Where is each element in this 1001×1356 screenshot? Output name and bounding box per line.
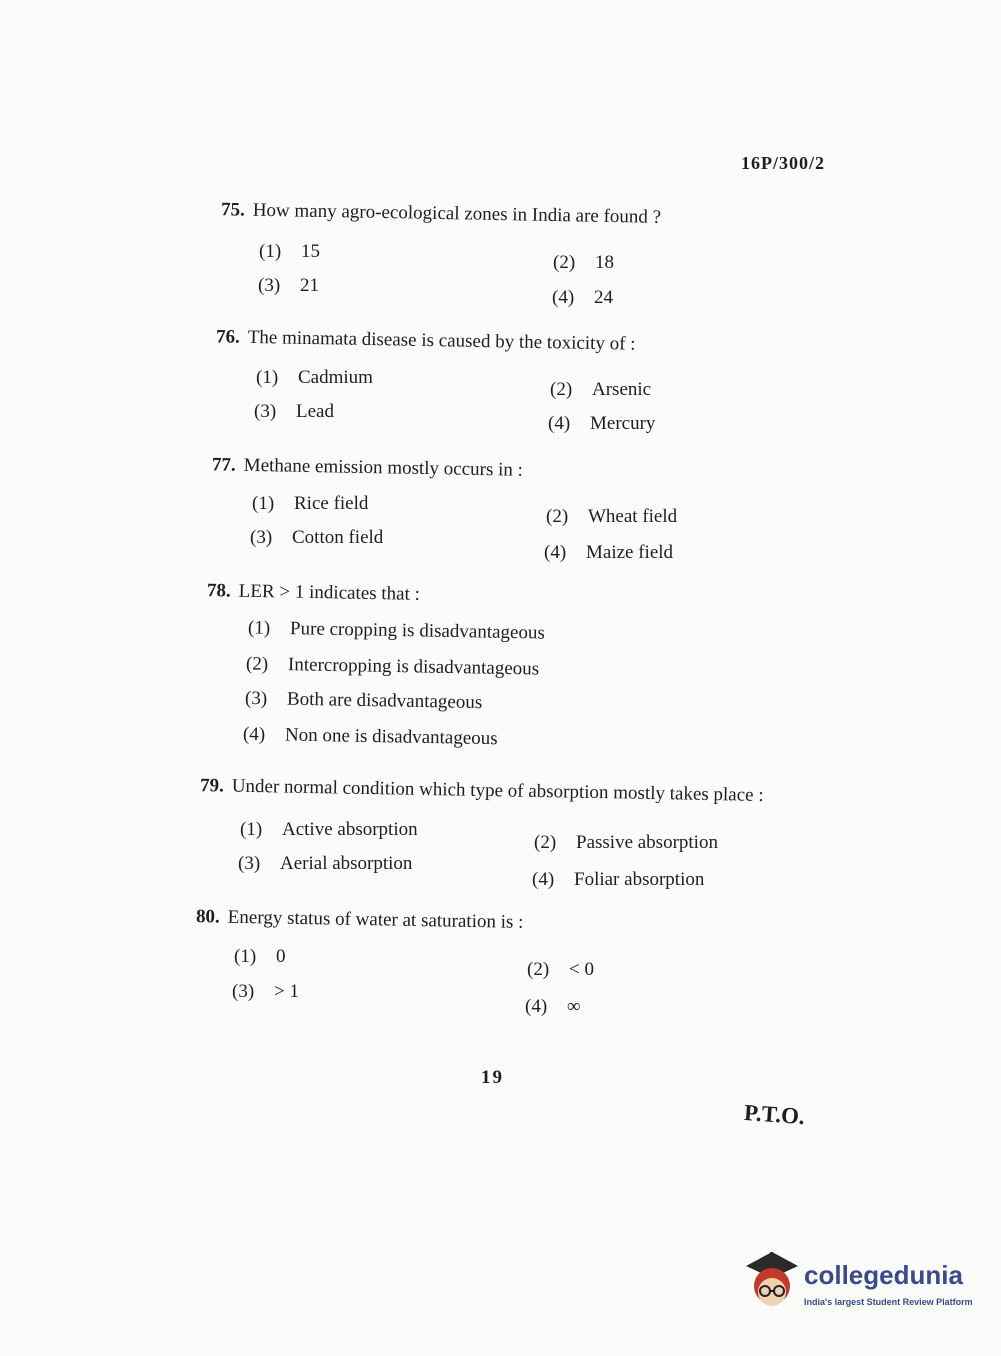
question-80 bbox=[196, 906, 524, 934]
option: (4) 24 bbox=[552, 287, 613, 308]
option: (2) Passive absorption bbox=[534, 832, 718, 853]
pto-mark: P.T.O. bbox=[743, 1099, 806, 1130]
question-number: 78. bbox=[206, 580, 231, 602]
option: (3) > 1 bbox=[232, 981, 299, 1002]
page-number: 19 bbox=[481, 1067, 504, 1088]
option: (1) 15 bbox=[259, 241, 320, 262]
option: (1) Pure cropping is disadvantageous bbox=[247, 617, 546, 644]
option: (2) 18 bbox=[553, 252, 614, 273]
question-77 bbox=[212, 454, 523, 481]
question-text: The minamata disease is caused by the toxicity of : bbox=[247, 326, 636, 355]
question-text: How many agro-ecological zones in India are found ? bbox=[252, 199, 662, 228]
option: (2) Wheat field bbox=[546, 506, 678, 527]
brand-name: collegedunia bbox=[804, 1260, 963, 1290]
option: (3) Lead bbox=[254, 401, 334, 422]
option: (4) Mercury bbox=[548, 413, 656, 434]
option: (3) Cotton field bbox=[250, 527, 384, 548]
brand-tagline: India's largest Student Review Platform bbox=[804, 1297, 973, 1307]
option: (3) Both are disadvantageous bbox=[244, 687, 483, 714]
option: (2) < 0 bbox=[527, 959, 594, 980]
watermark-logo bbox=[742, 1248, 972, 1318]
option: (4) ∞ bbox=[525, 996, 581, 1017]
question-text: Energy status of water at saturation is : bbox=[227, 906, 524, 933]
option: (1) Rice field bbox=[252, 493, 369, 514]
option: (2) Intercropping is disadvantageous bbox=[245, 653, 540, 680]
question-text: LER > 1 indicates that : bbox=[238, 580, 421, 605]
option: (3) Aerial absorption bbox=[238, 853, 413, 874]
question-76 bbox=[216, 326, 636, 355]
question-number: 77. bbox=[211, 454, 236, 476]
option: (4) Maize field bbox=[544, 542, 674, 563]
question-number: 80. bbox=[195, 906, 220, 928]
question-75 bbox=[221, 199, 661, 229]
question-text: Under normal condition which type of absorption mostly takes place : bbox=[231, 775, 764, 806]
option: (3) 21 bbox=[258, 275, 319, 296]
question-78 bbox=[207, 580, 420, 606]
question-number: 75. bbox=[220, 199, 245, 221]
question-79 bbox=[200, 775, 764, 807]
option: (1) Active absorption bbox=[240, 819, 418, 840]
paper-code: 16P/300/2 bbox=[741, 153, 825, 173]
question-number: 76. bbox=[215, 326, 240, 348]
question-text: Methane emission mostly occurs in : bbox=[243, 454, 524, 481]
question-number: 79. bbox=[199, 775, 224, 797]
option: (1) 0 bbox=[234, 946, 286, 967]
option: (4) Foliar absorption bbox=[532, 869, 705, 890]
option: (1) Cadmium bbox=[256, 367, 373, 388]
option: (4) Non one is disadvantageous bbox=[242, 723, 498, 750]
mascot-icon bbox=[742, 1248, 802, 1318]
option: (2) Arsenic bbox=[550, 379, 652, 400]
